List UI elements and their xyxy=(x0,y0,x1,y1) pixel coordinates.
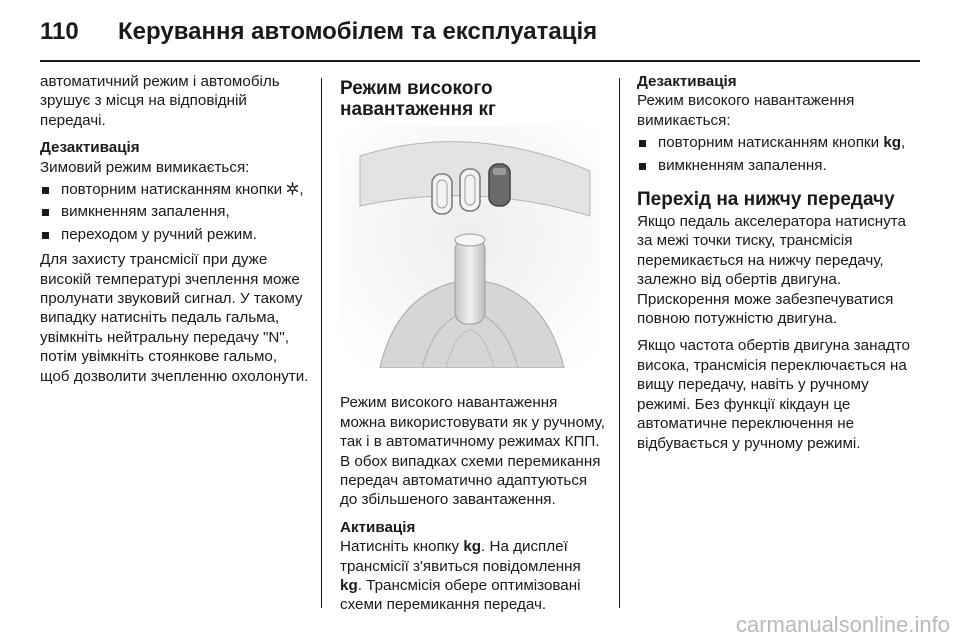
watermark: carmanualsonline.info xyxy=(735,612,950,637)
column-2 xyxy=(340,78,605,623)
kickdown-heading: Перехід на нижчу передачу xyxy=(637,189,895,211)
bullet-icon xyxy=(639,140,646,147)
list-item: вимкненням запалення, xyxy=(40,202,310,221)
section-heading: Режим високого навантаження кг xyxy=(340,78,496,120)
deactivation-heading: Дезактивація xyxy=(637,73,737,90)
deactivation-text: Режим високого навантаження вимикається: xyxy=(637,92,855,129)
page-header xyxy=(40,18,920,58)
intro-text: автоматичний режим і автомобіль зрушує з місця на відповідній передачі. xyxy=(40,73,280,129)
bullet-icon xyxy=(639,163,646,170)
button-middle-icon xyxy=(460,169,480,211)
page-number: 110 xyxy=(40,18,79,45)
snowflake-icon xyxy=(286,182,299,195)
button-left-icon xyxy=(432,174,452,214)
kickdown-text: Якщо педаль акселератора натиснута за межі точки тиску, трансмісія перемикається на нижчу передачу, залежно від обертів двигуна. Прискорення може забезпечуватися повною потужністю двигуна. xyxy=(637,213,906,328)
deactivation-list xyxy=(40,180,310,244)
upshift-text: Якщо частота обертів двигуна занадто висока, трансмісія переключається на вищу передачу, навіть у ручному режимі. Без функції кікдаун це автоматичне переключення не відбувається у ручному режимі. xyxy=(637,337,910,452)
column-3 xyxy=(637,72,915,461)
activation-heading: Активація xyxy=(340,518,416,536)
header-rule xyxy=(40,60,920,62)
chapter-title: Керування автомобілем та експлуатація xyxy=(118,18,598,45)
bullet-icon xyxy=(42,232,49,239)
column-1 xyxy=(40,72,310,394)
activation-text: Натисніть кнопку kg. На дисплеї трансмісії з'явиться повідомлення kg. Трансмісія оберe оптимізовані схеми перемикання передач. xyxy=(340,538,581,614)
kg-button-icon xyxy=(489,164,510,206)
column-divider-1 xyxy=(321,78,322,608)
bullet-icon xyxy=(42,187,49,194)
deactivation-heading: Дезактивація xyxy=(40,139,140,157)
gear-lever-illustration xyxy=(340,126,600,368)
list-item: переходом у ручний режим. xyxy=(40,225,310,244)
list-item: повторним натисканням кнопки kg, xyxy=(637,133,915,152)
list-item: вимкненням запалення. xyxy=(637,156,915,175)
bullet-icon xyxy=(42,209,49,216)
deactivation-text: Зимовий режим вимикається: xyxy=(40,158,250,176)
kg-label: kg xyxy=(340,577,358,595)
column-divider-2 xyxy=(619,78,620,608)
kg-label: kg xyxy=(463,538,482,556)
high-load-description: Режим високого навантаження можна використовувати як у ручному, так і в автоматичному режимах КПП. В обох випадках схеми перемикання передач автоматично адаптуються до збільшеного завантаження. xyxy=(340,394,605,509)
deactivation-list xyxy=(637,133,915,175)
kg-label: kg xyxy=(883,134,902,152)
list-item: повторним натисканням кнопки , xyxy=(40,180,310,199)
clutch-warning-text: Для захисту трансмісії при дуже високій температурі зчеплення може пролунати звуковий сигнал. У такому випадку натисніть педаль гальма, увімкніть нейтральну передачу "N", потім увімкніть стоянкове гальмо, щоб дозволити зчепленню охолонути. xyxy=(40,251,309,385)
